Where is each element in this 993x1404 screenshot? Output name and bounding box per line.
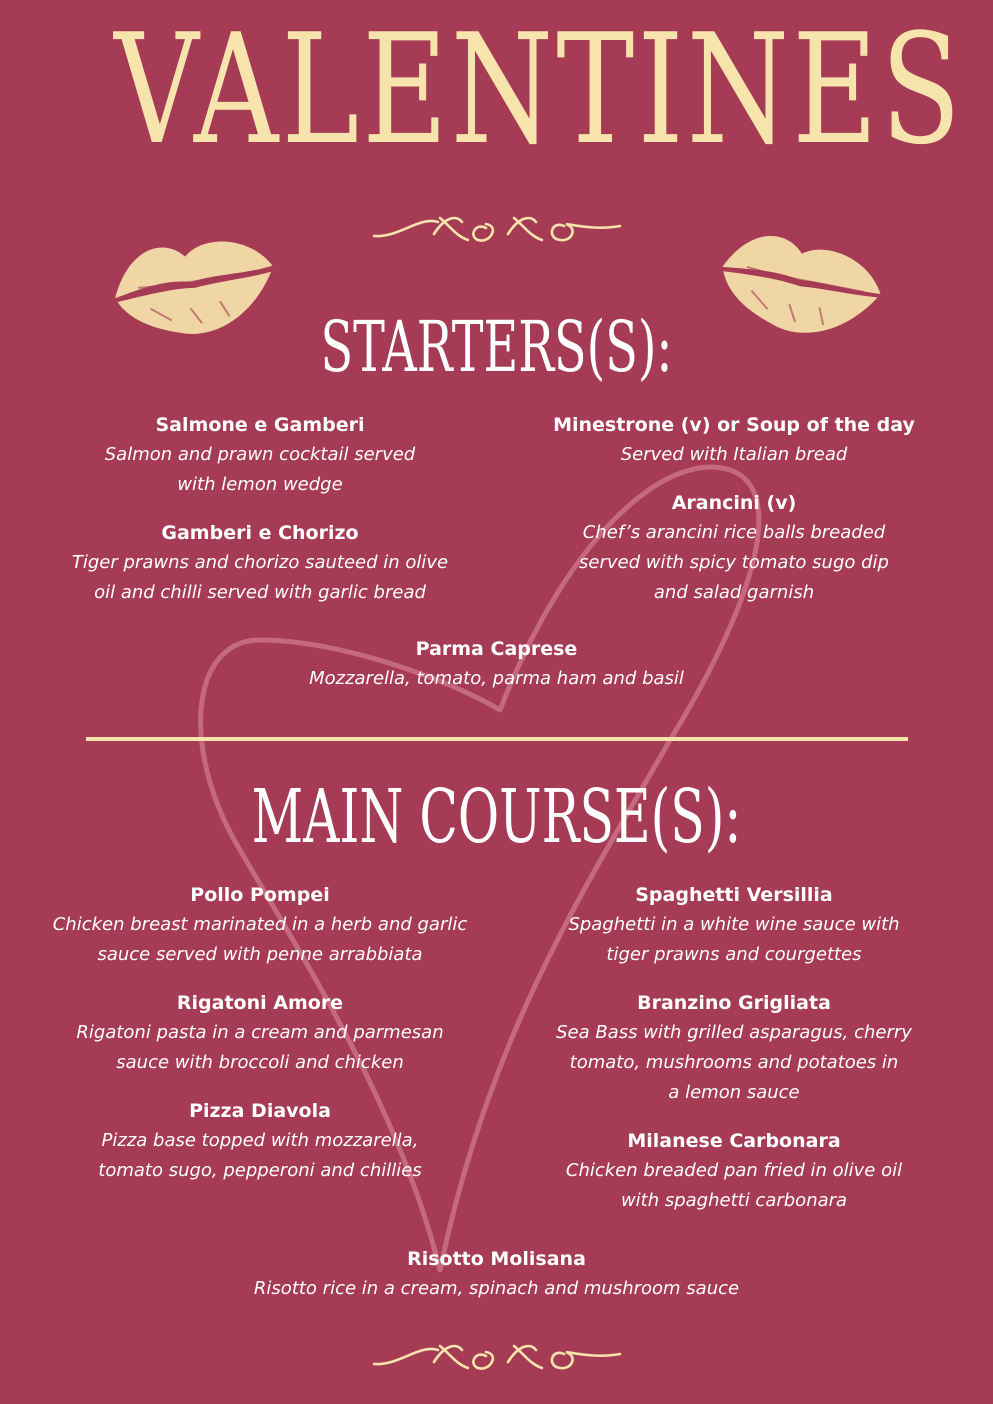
menu-item-description: Chicken breaded pan fried in olive oil with spaghetti carbonara	[565, 1160, 903, 1211]
xoxo-script-icon	[368, 1332, 624, 1382]
menu-item-description: Chicken breast marinated in a herb and garlic sauce served with penne arrabbiata	[52, 914, 468, 965]
menu-item	[494, 880, 974, 970]
menu-item	[20, 880, 500, 970]
menu-item-name: Risotto Molisana	[407, 1248, 586, 1270]
menu-item-name: Pizza Diavola	[189, 1100, 331, 1122]
menu-item-description: Served with Italian bread	[620, 444, 848, 465]
menu-item-name: Arancini (v)	[671, 492, 797, 514]
menu-item-description: Sea Bass with grilled asparagus, cherry tomato, mushrooms and potatoes in a lemon sauce	[556, 1022, 912, 1103]
starters-heading: STARTERS(S):	[320, 306, 673, 388]
menu-item-name: Minestrone (v) or Soup of the day	[553, 414, 915, 436]
menu-item-name: Pollo Pompei	[190, 884, 330, 906]
menu-item	[20, 1096, 500, 1186]
menu-item	[484, 410, 984, 470]
menu-item	[150, 1244, 843, 1304]
menu-item-name: Salmone e Gamberi	[155, 414, 365, 436]
menu-item	[20, 410, 500, 500]
menu-item-name: Gamberi e Chorizo	[161, 522, 359, 544]
menu-item	[494, 488, 974, 608]
menu-item-name: Milanese Carbonara	[627, 1130, 841, 1152]
menu-item-name: Parma Caprese	[415, 638, 578, 660]
menu-item	[20, 518, 500, 608]
menu-item	[494, 988, 974, 1108]
menu-item-description: Mozzarella, tomato, parma ham and basil	[309, 668, 684, 689]
menu-item-description: Salmon and prawn cocktail served with lemon wedge	[104, 444, 416, 495]
menu-item	[150, 634, 843, 694]
menu-item-description: Tiger prawns and chorizo sauteed in olive oil and chilli served with garlic bread	[71, 552, 449, 603]
menu-item-description: Chef’s arancini rice balls breaded served with spicy tomato sugo dip and salad garnish	[579, 522, 889, 603]
section-divider	[86, 737, 908, 741]
menu-item-description: Risotto rice in a cream, spinach and mushroom sauce	[253, 1278, 740, 1299]
page-title: VALENTINES	[114, 1, 964, 178]
menu-item-description: Rigatoni pasta in a cream and parmesan sauce with broccoli and chicken	[76, 1022, 444, 1073]
menu-item-name: Spaghetti Versillia	[635, 884, 833, 906]
menu-item-name: Rigatoni Amore	[176, 992, 344, 1014]
xoxo-script-icon	[368, 204, 624, 254]
menu-item	[20, 988, 500, 1078]
menu-item-description: Spaghetti in a white wine sauce with tiger prawns and courgettes	[568, 914, 900, 965]
mains-heading: MAIN COURSE(S):	[251, 774, 742, 860]
menu-item-name: Branzino Grigliata	[637, 992, 831, 1014]
menu-item	[494, 1126, 974, 1216]
menu-item-description: Pizza base topped with mozzarella, tomato sugo, pepperoni and chillies	[98, 1130, 422, 1181]
